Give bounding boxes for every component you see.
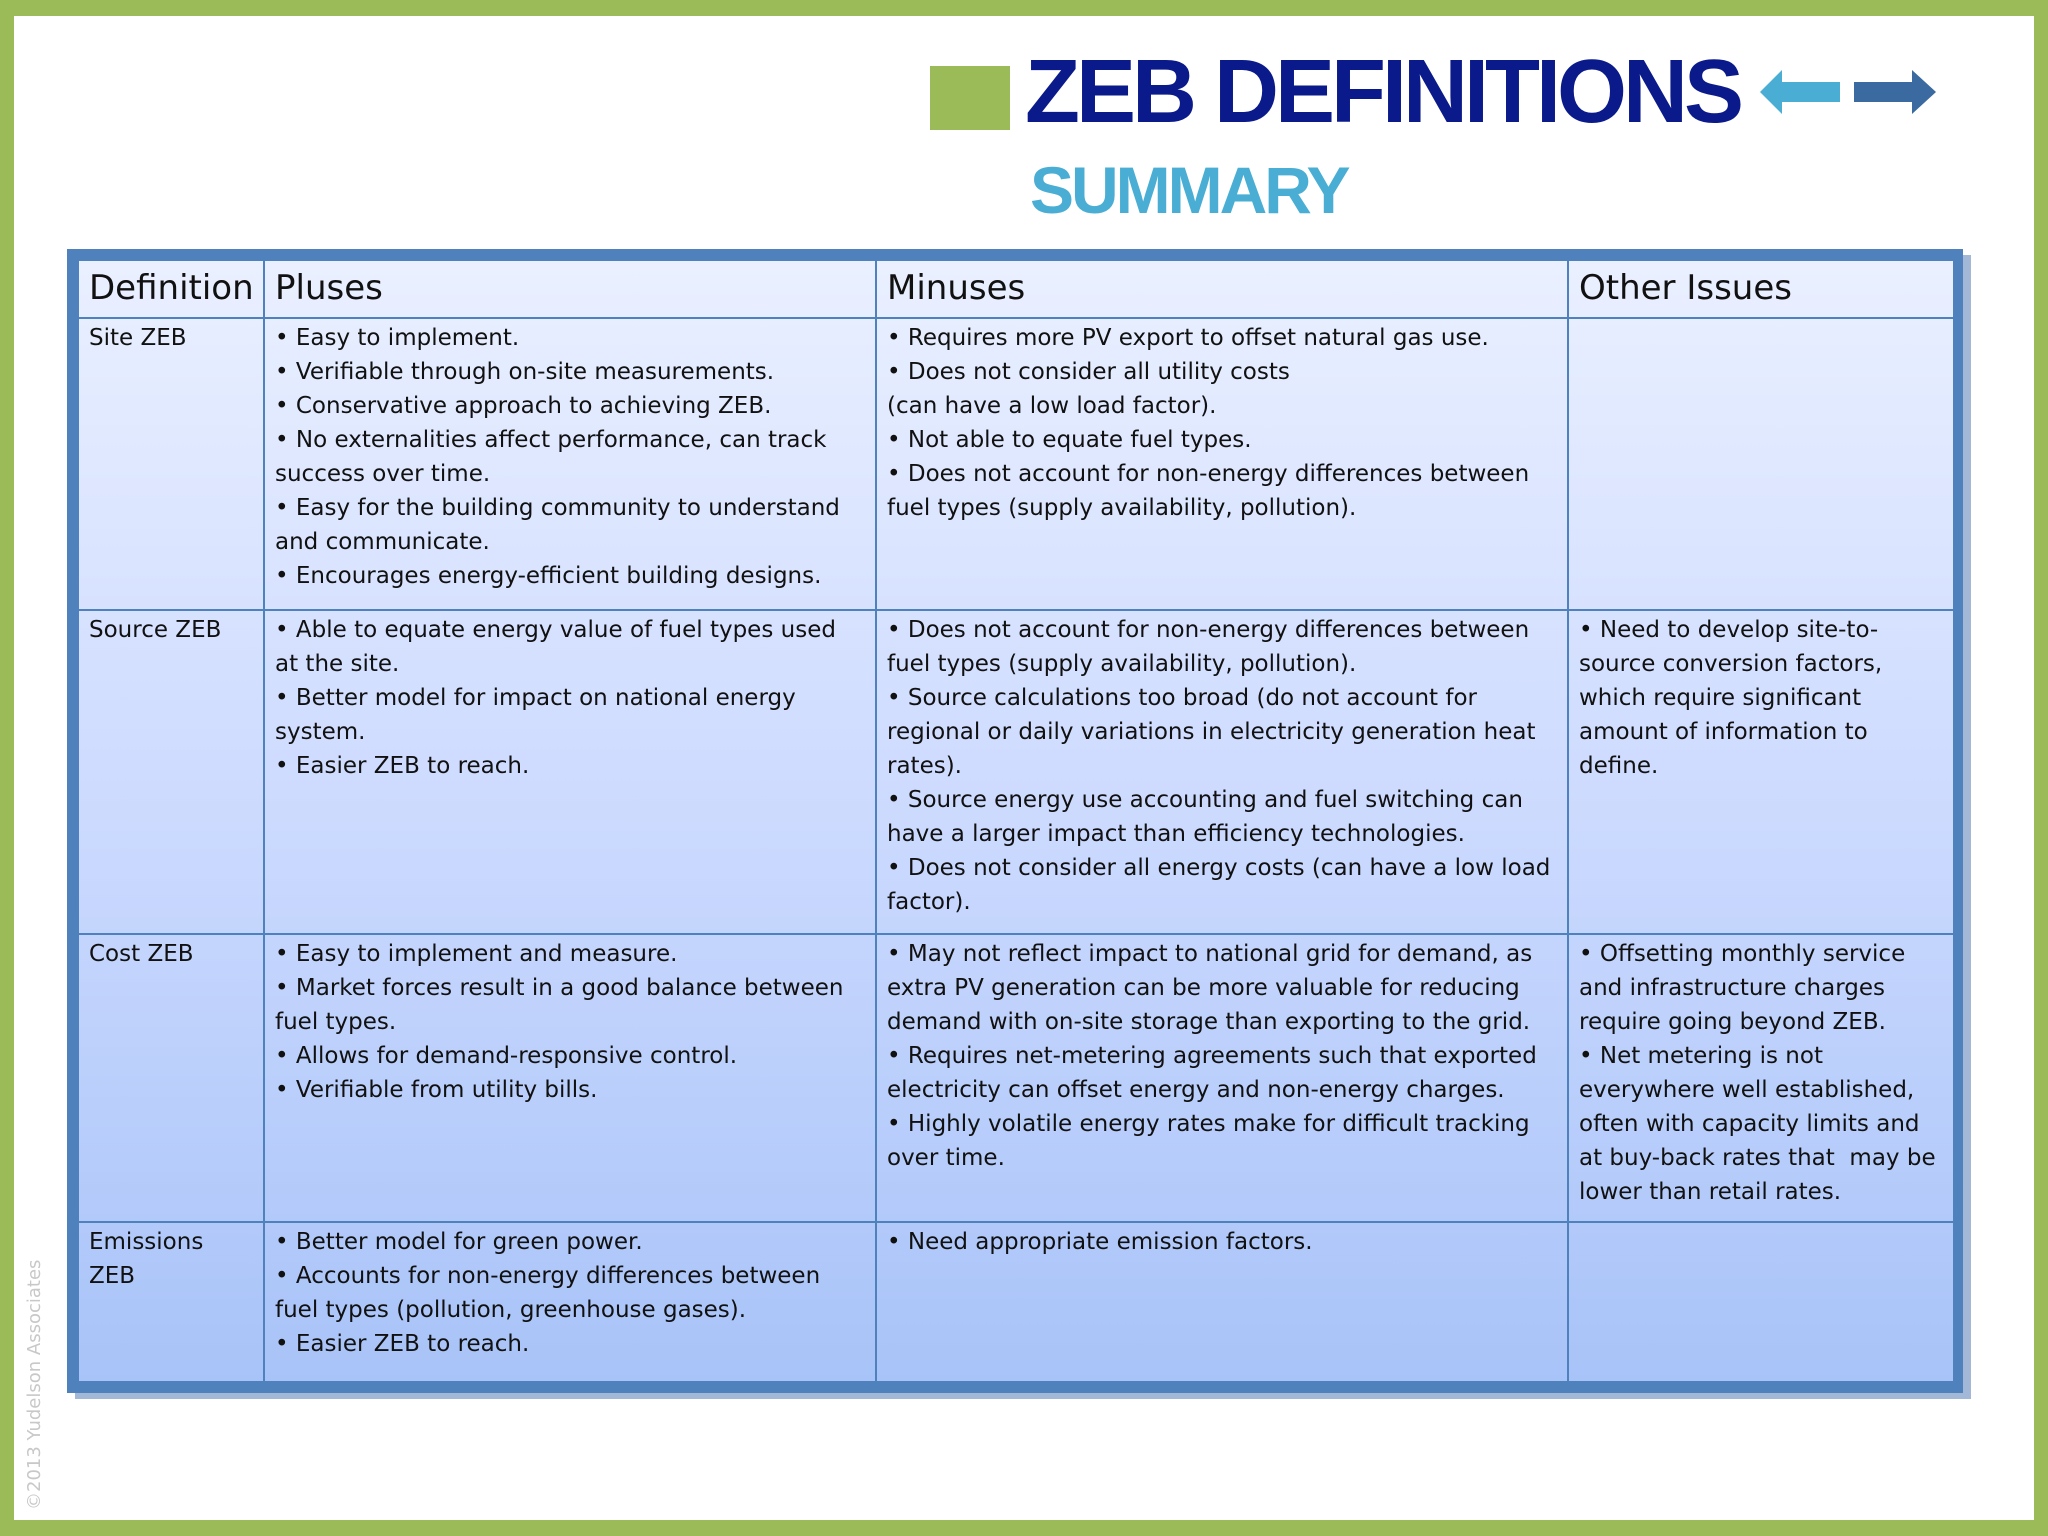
minuses-cell: [876, 610, 1568, 934]
table-row: [78, 610, 1954, 934]
other-issues-cell: [1568, 610, 1954, 934]
copyright-notice: ©2013 Yudelson Associates: [24, 1259, 45, 1510]
bullet-item: • Not able to equate fuel types.: [887, 427, 1252, 453]
pluses-cell: [264, 934, 876, 1222]
table-header-row: [78, 260, 1954, 318]
bullet-item: • Market forces result in a good balance between fuel types.: [275, 975, 851, 1035]
table-row: [78, 1222, 1954, 1382]
table-row: [78, 934, 1954, 1222]
pluses-cell: [264, 318, 876, 610]
bullet-item: • Does not consider all utility costs: [887, 359, 1290, 385]
bullet-item: • Encourages energy-efficient building designs.: [275, 563, 822, 589]
title-accent-square: [930, 66, 1010, 130]
definition-cell: Site ZEB: [78, 318, 264, 610]
bullet-item: • Need to develop site-to-source conversion factors, which require significant amount of information to define.: [1579, 617, 1890, 779]
bullet-item: • Accounts for non-energy differences between fuel types (pollution, greenhouse gases).: [275, 1263, 828, 1323]
bullet-item: • Does not consider all energy costs (can have a low load factor).: [887, 855, 1558, 915]
navigation-arrows: [1760, 62, 1940, 122]
minuses-cell: [876, 934, 1568, 1222]
other-issues-cell: [1568, 318, 1954, 610]
definition-cell: Cost ZEB: [78, 934, 264, 1222]
header-definition: Definition: [78, 260, 264, 318]
bullet-item: • Conservative approach to achieving ZEB.: [275, 393, 772, 419]
slide-title: ZEB DEFINITIONS: [1025, 42, 1741, 142]
bullet-item: • Easy for the building community to understand and communicate.: [275, 495, 848, 555]
zeb-summary-table: [67, 249, 1963, 1393]
bullet-item: (can have a low load factor).: [887, 393, 1217, 419]
bullet-item: • Requires more PV export to offset natural gas use.: [887, 325, 1489, 351]
bullet-item: • Does not account for non-energy differences between fuel types (supply availability, pollution).: [887, 617, 1537, 677]
definition-cell: Emissions ZEB: [78, 1222, 264, 1382]
bullet-item: • Net metering is not everywhere well established, often with capacity limits and at buy-back rates that may be lower than retail rates.: [1579, 1043, 1943, 1205]
arrow-left-icon[interactable]: [1760, 70, 1840, 114]
bullet-item: • Better model for impact on national energy system.: [275, 685, 804, 745]
bullet-item: • Does not account for non-energy differences between fuel types (supply availability, pollution).: [887, 461, 1537, 521]
bullet-item: • Easy to implement and measure.: [275, 941, 678, 967]
bullet-item: • Easier ZEB to reach.: [275, 753, 530, 779]
pluses-cell: [264, 1222, 876, 1382]
minuses-cell: [876, 318, 1568, 610]
bullet-item: • Source energy use accounting and fuel switching can have a larger impact than efficiency technologies.: [887, 787, 1531, 847]
header-other-issues: Other Issues: [1568, 260, 1954, 318]
pluses-cell: [264, 610, 876, 934]
bullet-item: • Better model for green power.: [275, 1229, 643, 1255]
bullet-item: • Need appropriate emission factors.: [887, 1229, 1313, 1255]
minuses-cell: [876, 1222, 1568, 1382]
bullet-item: • No externalities affect performance, can track success over time.: [275, 427, 834, 487]
bullet-item: • Easy to implement.: [275, 325, 520, 351]
header-pluses: Pluses: [264, 260, 876, 318]
bullet-item: • Source calculations too broad (do not account for regional or daily variations in electricity generation heat rates).: [887, 685, 1543, 779]
bullet-item: • Offsetting monthly service and infrastructure charges require going beyond ZEB.: [1579, 941, 1913, 1035]
bullet-item: • Allows for demand-responsive control.: [275, 1043, 738, 1069]
header-minuses: Minuses: [876, 260, 1568, 318]
table-row: [78, 318, 1954, 610]
bullet-item: • Verifiable through on-site measurements.: [275, 359, 775, 385]
slide-subtitle: SUMMARY: [1030, 153, 1348, 227]
bullet-item: • May not reflect impact to national grid for demand, as extra PV generation can be more valuable for reducing demand with on-site storage than exporting to the grid.: [887, 941, 1540, 1035]
bullet-item: • Highly volatile energy rates make for difficult tracking over time.: [887, 1111, 1537, 1171]
arrow-right-icon[interactable]: [1854, 70, 1936, 114]
other-issues-cell: [1568, 1222, 1954, 1382]
bullet-item: • Able to equate energy value of fuel types used at the site.: [275, 617, 844, 677]
other-issues-cell: [1568, 934, 1954, 1222]
definition-cell: Source ZEB: [78, 610, 264, 934]
bullet-item: • Verifiable from utility bills.: [275, 1077, 598, 1103]
bullet-item: • Requires net-metering agreements such that exported electricity can offset energy and non-energy charges.: [887, 1043, 1545, 1103]
bullet-item: • Easier ZEB to reach.: [275, 1331, 530, 1357]
